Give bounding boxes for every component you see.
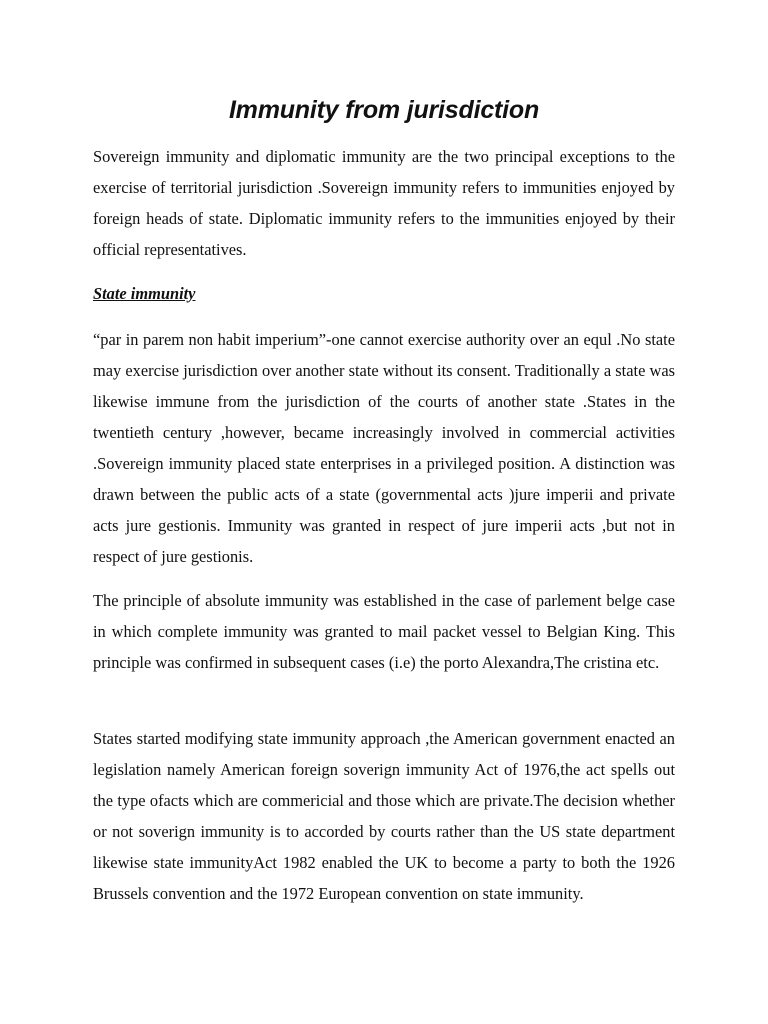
page-title: Immunity from jurisdiction <box>228 96 540 124</box>
modifying-immunity-paragraph: States started modifying state immunity approach ,the American government enacted an legislation namely American foreign soverign immunity Act of 1976,the act spells out the type ofacts which are commericial and those which are private.The decision whether or not soverign immunity is to accorded by courts rather than the US state department likewise state immunityAct 1982 enabled the UK to become a party to both the 1926 Brussels convention and the 1972 European convention on state immunity. <box>93 729 675 903</box>
state-immunity-paragraph <box>93 324 675 572</box>
latin-maxim: “par in parem non habit imperium” <box>93 330 326 349</box>
state-immunity-text: -one cannot exercise authority over an equl .No state may exercise jurisdiction over another state without its consent. Traditionally a state was likewise immune from the jurisdiction of the courts of another state .States in the twentieth century ,however, became increasingly involved in commercial activities .Sovereign immunity placed state enterprises in a privileged position. A distinction was drawn between the public acts of a state (governmental acts )jure imperii and private acts jure gestionis. Immunity was granted in respect of jure imperii acts ,but not in respect of jure gestionis. <box>93 330 676 566</box>
section-heading: State immunity <box>93 284 196 303</box>
intro-paragraph: Sovereign immunity and diplomatic immunity are the two principal exceptions to the exercise of territorial jurisdiction .Sovereign immunity refers to immunities enjoyed by foreign heads of state. Diplomatic immunity refers to the immunities enjoyed by their official representatives. <box>93 147 675 259</box>
absolute-immunity-paragraph: The principle of absolute immunity was established in the case of parlement belge case in which complete immunity was granted to mail packet vessel to Belgian King. This principle was confirmed in subsequent cases (i.e) the porto Alexandra,The cristina etc. <box>93 591 675 672</box>
